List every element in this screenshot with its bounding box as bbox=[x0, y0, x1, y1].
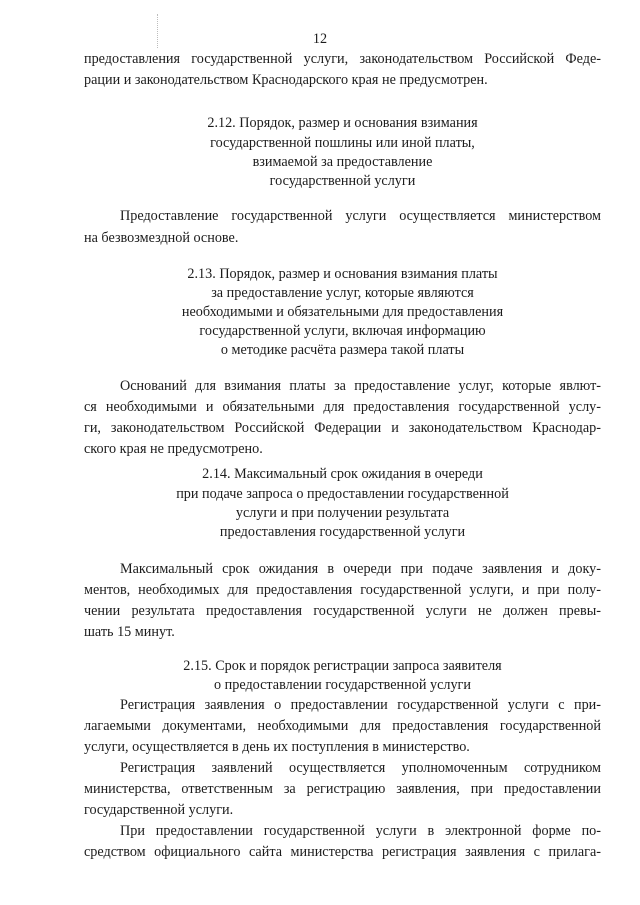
section-heading-line: государственной услуги, включая информацию bbox=[199, 323, 486, 339]
section-heading-line: государственной услуги bbox=[269, 173, 416, 189]
page-number: 12 bbox=[312, 31, 328, 47]
body-line: ментов, необходимых для предоставления государственной услуги, и при полу- bbox=[84, 582, 601, 598]
body-line: ся необходимыми и обязательными для предоставления государственной услу- bbox=[84, 399, 601, 415]
body-line: предоставления государственной услуги, законодательством Российской Феде- bbox=[84, 51, 601, 67]
body-line: ского края не предусмотрено. bbox=[84, 441, 263, 457]
body-line: ги, законодательством Российской Федерации и законодательством Краснодар- bbox=[84, 420, 601, 436]
body-line: Максимальный срок ожидания в очереди при подаче заявления и доку- bbox=[120, 561, 601, 577]
body-line: Регистрация заявления о предоставлении государственной услуги с при- bbox=[120, 697, 601, 713]
section-heading-line: взимаемой за предоставление bbox=[252, 154, 433, 170]
section-heading-line: необходимыми и обязательными для предоставления bbox=[181, 304, 504, 320]
section-heading-line: за предоставление услуг, которые являются bbox=[211, 285, 474, 301]
body-line: шать 15 минут. bbox=[84, 624, 175, 640]
section-heading-line: о методике расчёта размера такой платы bbox=[220, 342, 465, 358]
body-line: государственной услуги. bbox=[84, 802, 234, 818]
section-heading-line: 2.13. Порядок, размер и основания взимания платы bbox=[187, 266, 498, 282]
body-line: рации и законодательством Краснодарского края не предусмотрен. bbox=[84, 72, 488, 88]
body-line: лагаемыми документами, необходимыми для предоставления государственной bbox=[84, 718, 601, 734]
body-line: средством официального сайта министерства регистрация заявления с прилага- bbox=[84, 844, 601, 860]
section-heading-line: услуги и при получении результата bbox=[235, 505, 450, 521]
body-line: чении результата предоставления государственной услуги не должен превы- bbox=[84, 603, 601, 619]
section-heading-line: о предоставлении государственной услуги bbox=[214, 677, 471, 693]
section-heading-line: 2.12. Порядок, размер и основания взимания bbox=[207, 115, 478, 131]
body-line: При предоставлении государственной услуги в электронной форме по- bbox=[120, 823, 601, 839]
body-line: министерства, ответственным за регистрацию заявления, при предоставлении bbox=[84, 781, 601, 797]
body-line: Предоставление государственной услуги осуществляется министерством bbox=[120, 208, 601, 224]
body-line: Оснований для взимания платы за предоставление услуг, которые явлют- bbox=[120, 378, 601, 394]
section-heading-line: 2.14. Максимальный срок ожидания в очереди bbox=[202, 466, 483, 482]
section-heading-line: 2.15. Срок и порядок регистрации запроса заявителя bbox=[183, 658, 502, 674]
section-heading-line: предоставления государственной услуги bbox=[219, 524, 466, 540]
body-line: Регистрация заявлений осуществляется уполномоченным сотрудником bbox=[120, 760, 601, 776]
section-heading-line: государственной пошлины или иной платы, bbox=[210, 135, 475, 151]
body-line: на безвозмездной основе. bbox=[84, 230, 239, 246]
section-heading-line: при подаче запроса о предоставлении государственной bbox=[176, 486, 509, 502]
body-line: услуги, осуществляется в день их поступления в министерство. bbox=[84, 739, 470, 755]
